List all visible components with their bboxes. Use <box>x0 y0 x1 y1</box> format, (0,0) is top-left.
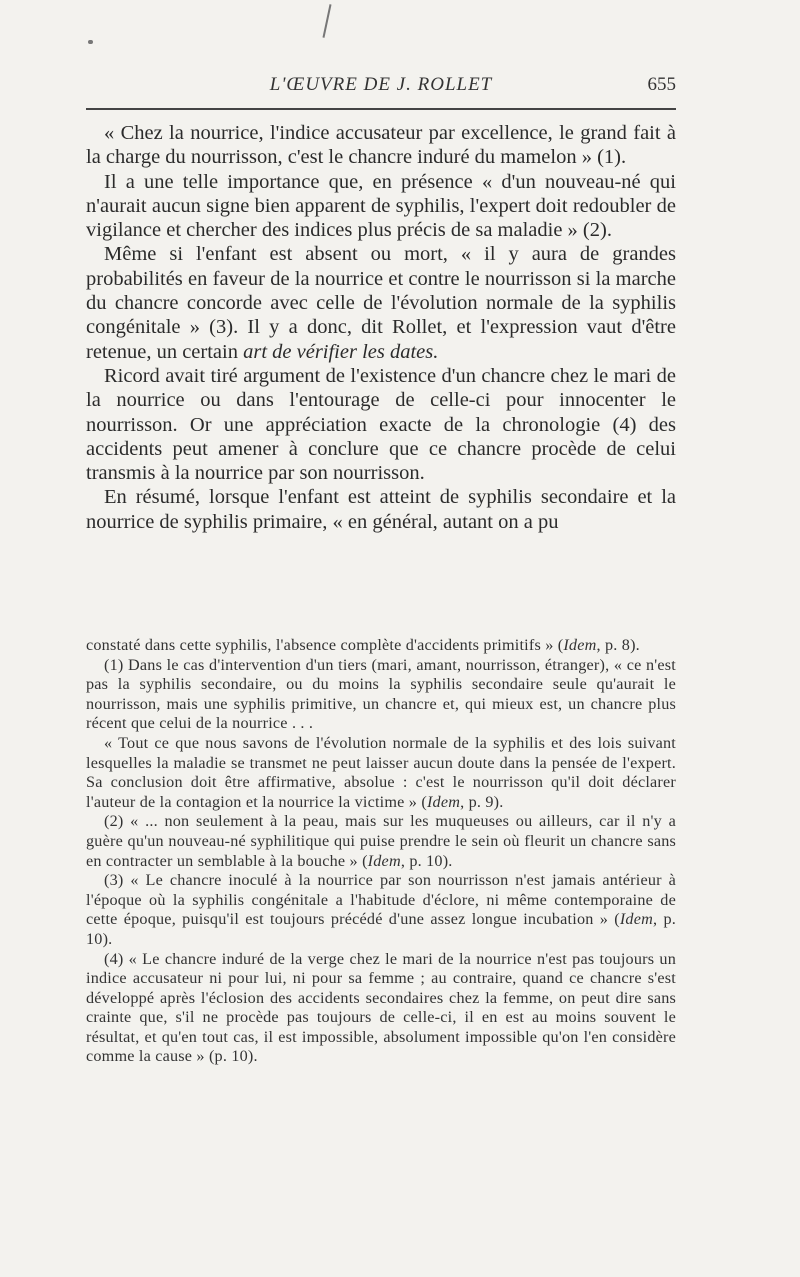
paragraph-4 <box>86 364 676 485</box>
footnote-1-text: (1) Dans le cas d'intervention d'un tiers (mari, amant, nourrisson, étranger), « ce n'est pas la syphilis secondaire, ou du moins la syphilis secondaire seule qu'aurait le nourrisson, mais une syphilis primitive, un chancre et, qui mieux est, un chancre plus récent que celui de la nourrice . . . <box>86 655 676 733</box>
paragraph-2 <box>86 170 676 243</box>
footnote-1-quote <box>86 734 676 812</box>
body-text <box>86 121 676 534</box>
page-number: 655 <box>647 74 676 95</box>
footnote-1 <box>86 656 676 734</box>
footnote-4 <box>86 950 676 1068</box>
running-title: L'ŒUVRE DE J. ROLLET <box>269 74 493 95</box>
paragraph-4-text: Ricord avait tiré argument de l'existence d'un chancre chez le mari de la nourrice ou dans l'entourage de celle-ci pour innocenter le nourrisson. Or une appréciation exacte de la chronologie (4) des accidents peut amener à conclure que ce chancre procède de celui transmis à la nourrice par son nourrisson. <box>86 364 676 485</box>
pencil-mark <box>322 4 331 38</box>
paragraph-5-text: En résumé, lorsque l'enfant est atteint de syphilis secondaire et la nourrice de syphilis primaire, « en général, autant on a pu <box>86 486 676 533</box>
footnote-2-idem: Idem <box>367 851 401 870</box>
footnote-3-ref: , p. 10). <box>86 910 676 948</box>
footnote-3-text: (3) « Le chancre inoculé à la nourrice par son nourrisson n'est jamais antérieur à l'époque où la syphilis congénitale a l'habitude d'éclore, ni même contemporaine de cette époque, puisqu'il est toujours précédé d'une assez longue incubation » ( <box>86 871 676 929</box>
footnote-1-ref: , p. 9). <box>460 792 504 811</box>
footnote-4-text: (4) « Le chancre induré de la verge chez le mari de la nourrice n'est pas toujours un indice accusateur ni pour lui, ni pour sa femme ; au contraire, quand ce chancre s'est développé après l'éclosion des accidents secondaires chez la femme, on peut dire sans crainte que, s'il ne procède pas toujours de celle-ci, il en est au moins souvent le résultat, et qu'en tout cas, il est impossible, absolument impossible qu'on l'en considère comme la cause » (p. 10). <box>86 949 676 1066</box>
ink-spot <box>88 40 93 44</box>
paragraph-2-text: Il a une telle importance que, en présence « d'un nouveau-né qui n'aurait aucun signe bien apparent de syphilis, l'expert doit redoubler de vigilance et chercher des indices plus précis de sa maladie » (2). <box>86 170 676 242</box>
running-header <box>86 74 676 104</box>
footnote-2 <box>86 812 676 871</box>
footnote-continuation-ref: , p. 8). <box>596 636 640 654</box>
paragraph-3 <box>86 242 676 363</box>
footnote-2-ref: , p. 10). <box>400 851 453 870</box>
footnotes <box>86 636 676 1067</box>
footnote-1-idem: Idem <box>426 792 461 811</box>
footnote-continuation-text: constaté dans cette syphilis, l'absence complète d'accidents primitifs » ( <box>86 636 564 654</box>
paragraph-1 <box>86 121 676 170</box>
footnote-2-text: (2) « ... non seulement à la peau, mais sur les muqueuses ou ailleurs, car il n'y a guère qu'un nouveau-né syphilitique qui puise prendre le sein où fleurit un chancre sans en contracter un semblable à la bouche » ( <box>86 812 676 870</box>
footnote-3 <box>86 871 676 949</box>
paragraph-3-italic: art de vérifier les dates. <box>243 340 439 363</box>
footnote-3-idem: Idem <box>619 910 653 929</box>
paragraph-1-text: « Chez la nourrice, l'indice accusateur par excellence, le grand fait à la charge du nourrisson, c'est le chancre induré du mamelon » (1). <box>86 122 676 169</box>
footnote-continuation <box>86 636 676 656</box>
footnote-continuation-idem: Idem <box>563 636 597 654</box>
footnote-1-quote-text: « Tout ce que nous savons de l'évolution normale de la syphilis et des lois suivant lesquelles la maladie se transmet ne peut laisser aucun doute dans la pensée de l'expert. Sa conclusion doit être affirmative, absolue : c'est le nourrisson qu'il doit déclarer l'auteur de la contagion et la nourrice la victime » ( <box>86 733 676 811</box>
header-rule <box>86 108 676 110</box>
paragraph-3-text: Même si l'enfant est absent ou mort, « il y aura de grandes probabilités en faveur de la nourrice et contre le nourrisson si la marche du chancre concorde avec celle de l'évolution normale de la syphilis congénitale » (3). Il y a donc, dit Rollet, et l'expression vaut d'être retenue, un certain <box>86 243 676 363</box>
paragraph-5 <box>86 485 676 534</box>
